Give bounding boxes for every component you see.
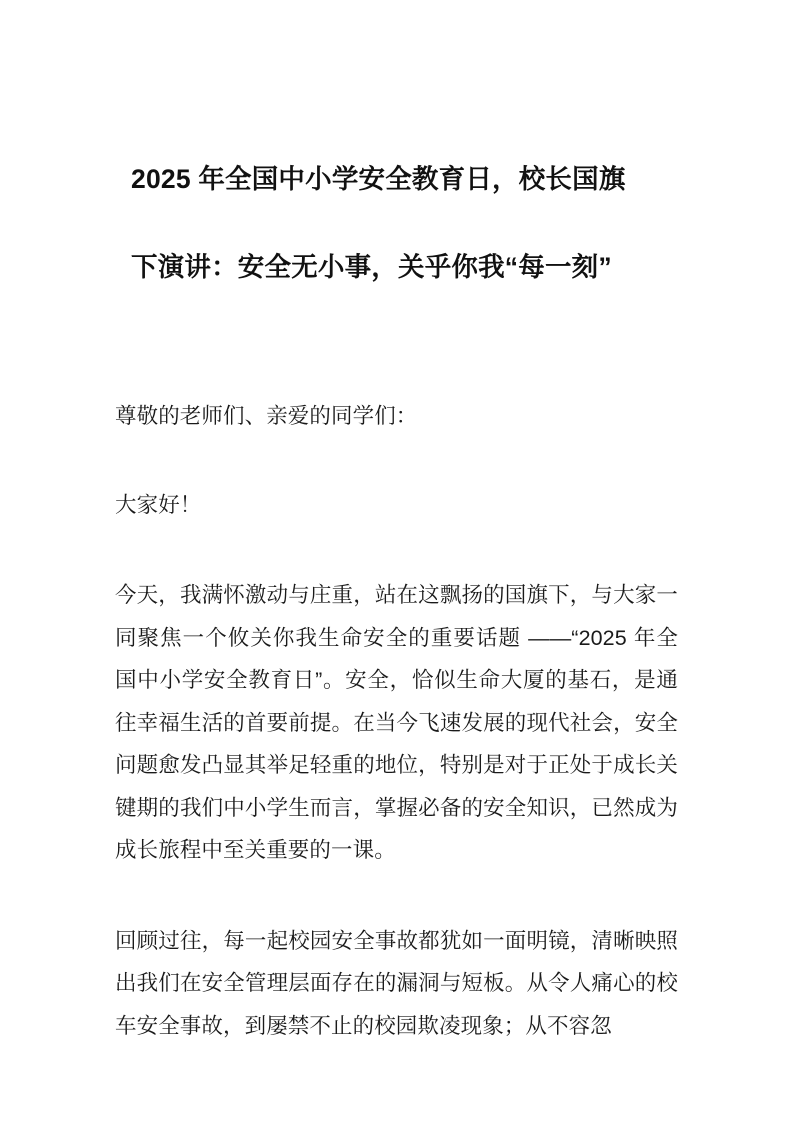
document-title-line-1: 2025 年全国中小学安全教育日，校长国旗 bbox=[131, 164, 626, 194]
document-title-line-2: 下演讲：安全无小事，关乎你我“每一刻” bbox=[131, 252, 612, 282]
body-paragraph-2: 回顾过往，每一起校园安全事故都犹如一面明镜，清晰映照出我们在安全管理层面存在的漏洞与短板。从令人痛心的校车安全事故，到屡禁不止的校园欺凌现象；从不容忽 bbox=[115, 928, 678, 1038]
greeting-line: 大家好！ bbox=[115, 492, 202, 517]
document-title bbox=[0, 0, 793, 311]
salutation-line: 尊敬的老师们、亲爱的同学们： bbox=[115, 404, 418, 428]
body-paragraph-1: 今天，我满怀激动与庄重，站在这飘扬的国旗下，与大家一同聚焦一个攸关你我生命安全的重要话题 ——“2025 年全国中小学安全教育日”。安全，恰似生命大厦的基石，是通往幸福生活的首要前提。在当今飞速发展的现代社会，安全问题愈发凸显其举足轻重的地位，特别是对于正处于成长关键期的我们中小学生而言，掌握必备的安全知识，已然成为成长旅程中至关重要的一课。 bbox=[115, 583, 678, 862]
document-content bbox=[0, 395, 793, 1047]
